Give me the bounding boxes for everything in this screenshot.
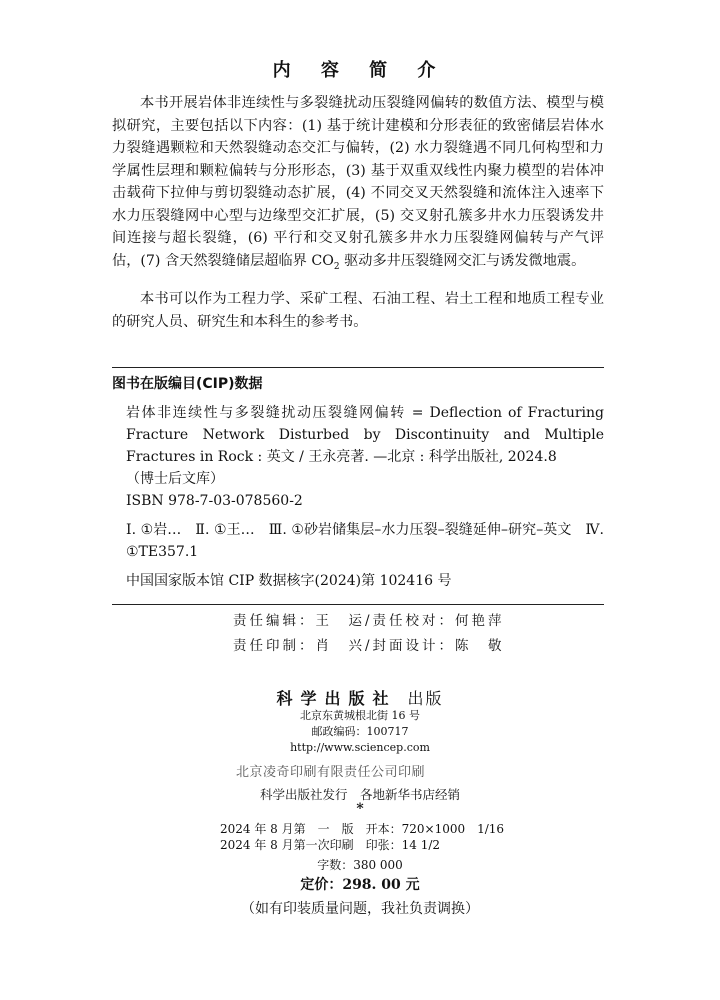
- summary-paragraph-2: 本书可以作为工程力学、采矿工程、石油工程、岩土工程和地质工程专业的研究人员、研究生和本科生的参考书。: [112, 291, 604, 330]
- quality-note: （如有印装质量问题，我社负责调换）: [241, 901, 479, 917]
- cip-series: （博士后文库）: [126, 471, 224, 487]
- cip-heading: 图书在版编目(CIP)数据: [112, 376, 263, 392]
- editor-credits: [0, 609, 720, 659]
- co2-subscript: 2: [333, 261, 340, 272]
- summary-p1-tail: 驱动多井压裂缝网交汇与诱发微地震。: [339, 252, 586, 269]
- price: 定价：298. 00 元: [300, 877, 420, 893]
- word-count: 字数：380 000: [317, 858, 403, 872]
- edition-line: 2024 年 8 月第 一 版 开本：720×1000 1/16: [220, 822, 505, 836]
- editor-line-2: 责任印制：肖 兴/封面设计：陈 敬: [233, 638, 505, 654]
- publisher-line: [0, 686, 720, 709]
- printer-line: 北京凌奇印刷有限责任公司印刷: [236, 765, 426, 780]
- star-separator: *: [356, 801, 364, 817]
- publisher-suffix: 出版: [407, 689, 444, 708]
- summary-title: 内 容 简 介: [272, 60, 448, 81]
- divider-bottom: [112, 604, 604, 605]
- editor-line-1: 责任编辑：王 运/责任校对：何艳萍: [233, 613, 505, 629]
- publisher-postcode: 邮政编码：100717: [311, 725, 409, 738]
- summary-paragraph-1: [112, 92, 604, 278]
- cip-block: [112, 373, 604, 592]
- cip-number: 中国国家版本馆 CIP 数据核字(2024)第 102416 号: [126, 573, 452, 589]
- distribution-line: 科学出版社发行 各地新华书店经销: [259, 787, 460, 802]
- publisher-address: 北京东黄城根北街 16 号: [300, 709, 420, 722]
- cip-isbn: ISBN 978-7-03-078560-2: [126, 493, 303, 509]
- publisher-url: http://www.sciencep.com: [290, 741, 430, 754]
- cip-entry: 岩体非连续性与多裂缝扰动压裂缝网偏转 = Deflection of Fracturing Fracture Network Disturbed by Discontinuity and Multiple Fractures in Rock : 英文 / 王永亮著. —北京 : 科学出版社, 2024.8: [126, 405, 604, 465]
- publisher-name: 科学出版社: [276, 689, 397, 708]
- divider-top: [112, 367, 604, 368]
- printing-line: 2024 年 8 月第一次印刷 印张：14 1/2: [220, 838, 441, 852]
- cip-classification: Ⅰ. ①岩… Ⅱ. ①王… Ⅲ. ①砂岩储集层–水力压裂–裂缝延伸–研究–英文 Ⅳ. ①TE357.1: [126, 522, 604, 560]
- summary-p1-text: 本书开展岩体非连续性与多裂缝扰动压裂缝网偏转的数值方法、模型与模拟研究，主要包括以下内容：(1) 基于统计建模和分形表征的致密储层岩体水力裂缝遇颗粒和天然裂缝动态交汇与偏转，(2) 水力裂缝遇不同几何构型和力学属性层理和颗粒偏转与分形形态，(3) 基于双重双线性内聚力模型的岩体冲击载荷下拉伸与剪切裂缝动态扩展，(4) 不同交叉天然裂缝和流体注入速率下水力压裂缝网中心型与边缘型交汇扩展，(5) 交叉射孔簇多井水力压裂诱发井间连接与超长裂缝，(6) 平行和交叉射孔簇多井水力压裂缝网偏转与产气评估，(7) 含天然裂缝储层超临界 CO: [112, 95, 604, 269]
